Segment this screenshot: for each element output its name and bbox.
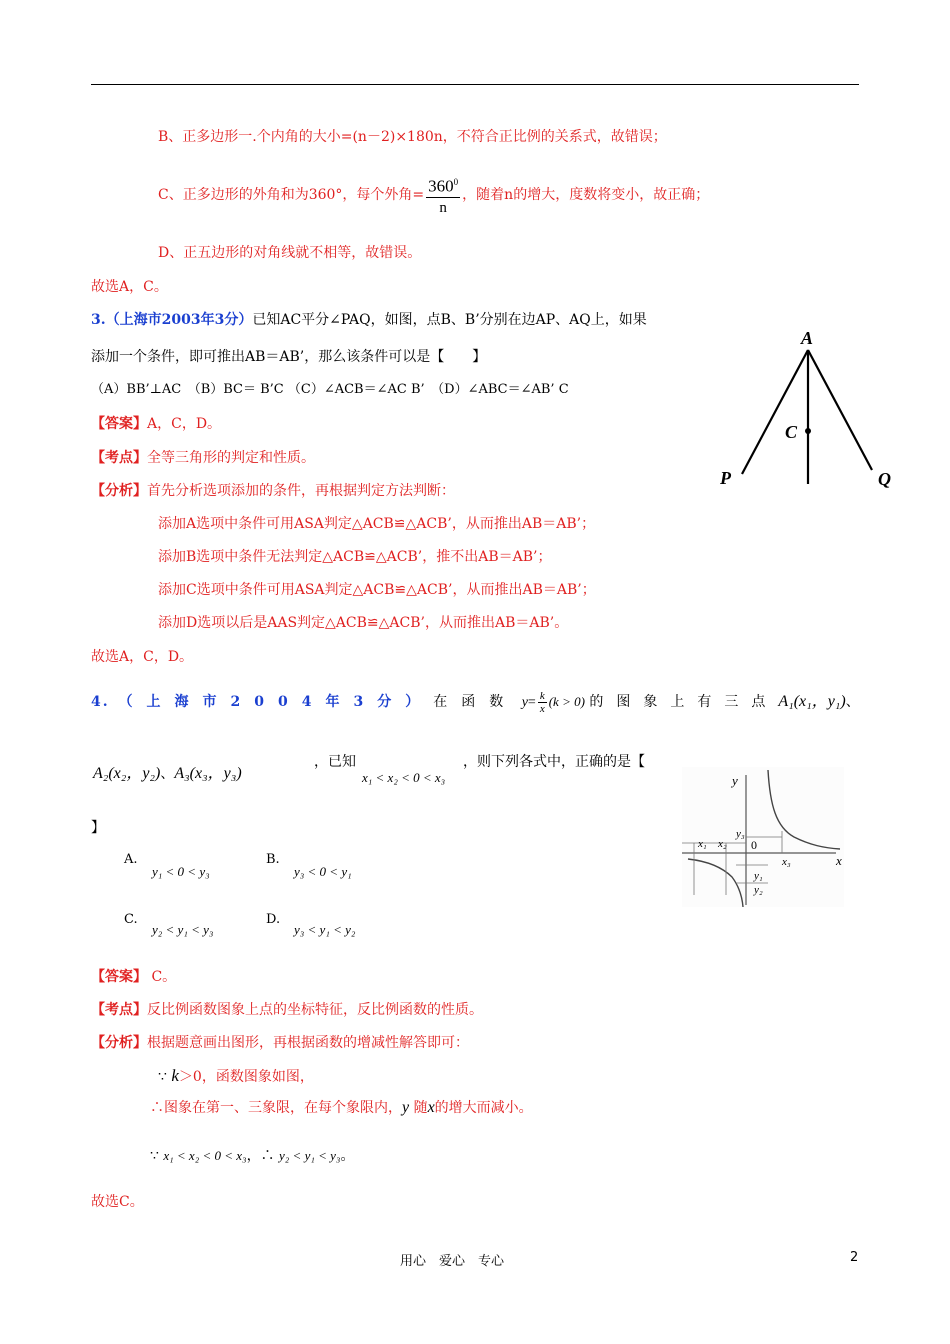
q4-label-x2: x₂ (718, 838, 727, 850)
q4-ask: ，则下列各式中，正确的是【 (463, 754, 645, 770)
q4-kaodian-tag: 【考点】 (91, 1002, 147, 1018)
q2-fraction-num: 360 (428, 176, 454, 196)
q2-option-c-post: ，随着n的增大，度数将变小，故正确； (462, 187, 710, 203)
q3-kaodian-text: 全等三角形的判定和性质。 (147, 450, 315, 466)
q4-fenxi-text: 根据题意画出图形，再根据函数的增减性解答即可： (147, 1035, 469, 1051)
q3-point-c (805, 428, 811, 434)
q3-label-c: C (785, 422, 798, 442)
q4-step1-text: ＞0，函数图象如图， (178, 1069, 314, 1085)
q4-func-k: k (539, 690, 545, 703)
q4-label-x3: x₃ (782, 856, 791, 868)
q4-number: 4. (91, 694, 110, 710)
q4-option-d-expr: y₃ < y₁ < y₂ (294, 922, 356, 937)
q4-label-y3: y₃ (736, 828, 745, 840)
q3-answer-text: A，C，D。 (147, 416, 222, 432)
page-number: 2 (850, 1250, 859, 1265)
q4-step2 (150, 1098, 533, 1118)
q4-step1 (158, 1066, 314, 1087)
q4-step2-b: 随 (413, 1100, 428, 1116)
q4-kaodian-text: 反比例函数图象上点的坐标特征，反比例函数的性质。 (147, 1002, 483, 1018)
q3-number: 3. (91, 312, 106, 328)
q4-step2-x: x (427, 1099, 435, 1116)
q2-option-c (158, 172, 709, 218)
q3-kaodian (91, 448, 315, 468)
q3-reason-c: 添加C选项中条件可用ASA判定△ACB≌△ACB’，从而推出AB＝AB’； (158, 582, 596, 598)
q3-kaodian-tag: 【考点】 (91, 450, 147, 466)
q4-point-sep: 、 (845, 694, 860, 710)
q4-answer-tag: 【答案】 (91, 969, 147, 985)
q4-fenxi-tag: 【分析】 (91, 1035, 147, 1051)
q2-option-b: B、正多边形一.个内角的大小=(n－2)×180n，不符合正比例的关系式，故错误； (158, 129, 667, 145)
q3-label-q: Q (878, 469, 891, 489)
q4-step2-a: ∴图象在第一、三象限，在每个象限内， (150, 1100, 402, 1116)
q3-conclusion: 故选A，C，D。 (91, 649, 194, 665)
q4-answer-text: C。 (147, 969, 177, 985)
q4-point-sep2: 、 (160, 766, 175, 782)
q3-label-p: P (720, 468, 731, 488)
q4-label-x1: x₁ (698, 838, 707, 850)
header-rule (91, 84, 859, 85)
q3-reason-b: 添加B选项中条件无法判定△ACB≌△ACB’，推不出AB＝AB’； (158, 549, 552, 565)
q3-reason-a: 添加A选项中条件可用ASA判定△ACB≌△ACB’，从而推出AB＝AB’； (158, 516, 596, 532)
q3-label-a: A (801, 328, 814, 348)
q4-option-b-label: B. (266, 852, 280, 867)
q4-func-eq: = (527, 695, 536, 710)
q4-step3-expr2: y₂ < y₁ < y₃ (279, 1148, 341, 1163)
q4-point-a1: A₁(x₁，y₁) (778, 693, 846, 710)
q3-angle-figure (712, 322, 902, 497)
q4-answer (91, 967, 176, 987)
q2-option-d: D、正五边形的对角线就不相等，故错误。 (158, 245, 422, 261)
footer-motto: 用心 爱心 专心 (400, 1254, 505, 1269)
q2-fraction-den: n (439, 199, 447, 216)
q3-answer-tag: 【答案】 (91, 416, 147, 432)
q3-stem1: 已知AC平分∠PAQ，如图，点B、B’分别在边AP、AQ上，如果 (252, 312, 647, 328)
q4-option-a-label: A. (124, 852, 138, 867)
q3-answer (91, 414, 221, 434)
q3-ray-ap (742, 350, 808, 474)
q4-label-origin: 0 (751, 838, 757, 852)
q3-fenxi-tag: 【分析】 (91, 483, 147, 499)
q4-step3 (150, 1146, 354, 1166)
q4-step2-y: y (402, 1099, 410, 1116)
q4-step1-because: ∵ (158, 1069, 167, 1085)
q4-stem-line2 (93, 764, 242, 784)
q4-point-a3: A₃(x₃，y₃) (174, 765, 242, 782)
q3-fenxi (91, 481, 455, 501)
q4-func (521, 690, 585, 716)
q4-known-label: ，已知 (314, 754, 356, 770)
q4-point-a2: A₂(x₂，y₂) (93, 765, 161, 782)
q4-step3-therefore: ，∴ (246, 1148, 275, 1164)
q2-conclusion: 故选A，C。 (91, 279, 168, 295)
q4-close-bracket: 】 (91, 820, 105, 836)
q3-fenxi-text: 首先分析选项添加的条件，再根据判定方法判断： (147, 483, 455, 499)
q3-reason-d: 添加D选项以后是AAS判定△ACB≌△ACB’，从而推出AB＝AB’。 (158, 615, 569, 631)
q4-step3-end: 。 (340, 1148, 355, 1164)
q4-func-x: x (539, 703, 545, 716)
q4-option-c-label: C. (124, 912, 138, 927)
q2-fraction (426, 172, 460, 218)
q4-stem-line1 (91, 690, 860, 715)
q4-step3-because: ∵ (150, 1148, 159, 1164)
q4-conclusion: 故选C。 (91, 1194, 144, 1210)
q4-step2-c: 的增大而减小。 (434, 1100, 533, 1116)
q2-option-c-pre: C、正多边形的外角和为360°，每个外角= (158, 187, 425, 203)
q4-func-cond: (k > 0) (548, 694, 585, 709)
q4-fenxi (91, 1033, 469, 1053)
q2-fraction-sup: 0 (453, 177, 459, 188)
q4-label-y1: y₁ (754, 870, 763, 882)
q4-func-y: y (521, 695, 528, 710)
q4-stem-a: 在函数 (433, 694, 518, 710)
q4-option-b-expr: y₃ < 0 < y₁ (294, 864, 352, 879)
q4-source: （上海市2004年3分） (118, 694, 434, 710)
q4-label-y: y (732, 773, 738, 788)
q3-stem-line1 (91, 310, 647, 330)
q4-label-y2: y₂ (754, 884, 763, 896)
q3-stem-line2: 添加一个条件，即可推出AB＝AB’，那么该条件可以是【 】 (91, 349, 487, 365)
q4-option-a-expr: y₁ < 0 < y₃ (152, 864, 210, 879)
q4-hyperbola-graph (676, 765, 851, 910)
q4-label-x: x (836, 853, 842, 868)
q4-kaodian (91, 1000, 483, 1020)
q4-stem-b: 的图象上有三点 (589, 694, 779, 710)
q3-source: （上海市2003年3分） (105, 312, 253, 328)
q4-option-d-label: D. (266, 912, 281, 927)
q4-option-c-expr: y₂ < y₁ < y₃ (152, 922, 214, 937)
q4-step1-k: k (171, 1066, 179, 1085)
q3-ray-aq (808, 350, 872, 470)
q4-known-expr: x₁ < x₂ < 0 < x₃ (362, 770, 446, 785)
q4-step3-expr1: x₁ < x₂ < 0 < x₃ (163, 1148, 247, 1163)
q3-options: （A）BB’⊥AC （B）BC＝ B’C （C）∠ACB＝∠AC B’ （D）∠ABC＝∠AB’ C (91, 382, 569, 397)
